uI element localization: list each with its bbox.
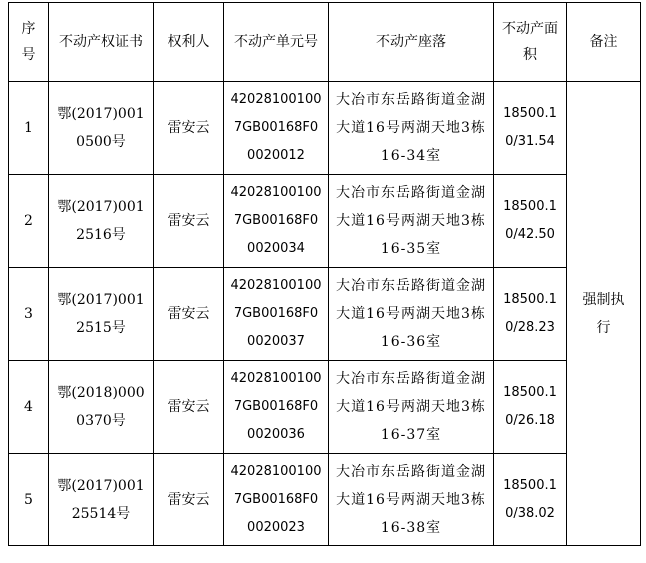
header-unit: 不动产单元号: [224, 3, 329, 82]
header-cert: 不动产权证书: [49, 3, 154, 82]
cell-seq: 1: [9, 82, 49, 175]
cell-cert: 鄂(2018)0000370号: [49, 361, 154, 454]
cell-seq: 2: [9, 175, 49, 268]
cell-area: 18500.10/28.23: [494, 268, 567, 361]
cell-seq: 4: [9, 361, 49, 454]
cell-area: 18500.10/42.50: [494, 175, 567, 268]
header-seq: 序号: [9, 3, 49, 82]
cell-location: 大冶市东岳路街道金湖大道16号两湖天地3栋16-37室: [329, 361, 494, 454]
cell-holder: 雷安云: [154, 454, 224, 546]
cell-cert: 鄂(2017)00125514号: [49, 454, 154, 546]
table-row: [9, 82, 641, 175]
table-row: [9, 175, 641, 268]
cell-seq: 5: [9, 454, 49, 546]
cell-seq: 3: [9, 268, 49, 361]
table-row: [9, 361, 641, 454]
cell-unit: 420281001007GB00168F00020037: [224, 268, 329, 361]
cell-cert: 鄂(2017)0012516号: [49, 175, 154, 268]
cell-holder: 雷安云: [154, 361, 224, 454]
header-holder: 权利人: [154, 3, 224, 82]
header-row: [9, 3, 641, 82]
header-area: 不动产面积: [494, 3, 567, 82]
cell-location: 大冶市东岳路街道金湖大道16号两湖天地3栋16-38室: [329, 454, 494, 546]
cell-area: 18500.10/31.54: [494, 82, 567, 175]
cell-area: 18500.10/38.02: [494, 454, 567, 546]
header-note: 备注: [567, 3, 641, 82]
cell-holder: 雷安云: [154, 268, 224, 361]
cell-unit: 420281001007GB00168F00020036: [224, 361, 329, 454]
table-row: [9, 268, 641, 361]
cell-area: 18500.10/26.18: [494, 361, 567, 454]
cell-unit: 420281001007GB00168F00020023: [224, 454, 329, 546]
cell-unit: 420281001007GB00168F00020012: [224, 82, 329, 175]
cell-note-merged: 强制执行: [567, 82, 641, 546]
cell-location: 大冶市东岳路街道金湖大道16号两湖天地3栋16-36室: [329, 268, 494, 361]
property-table: [8, 2, 641, 546]
cell-cert: 鄂(2017)0012515号: [49, 268, 154, 361]
cell-holder: 雷安云: [154, 82, 224, 175]
cell-holder: 雷安云: [154, 175, 224, 268]
cell-location: 大冶市东岳路街道金湖大道16号两湖天地3栋16-35室: [329, 175, 494, 268]
cell-cert: 鄂(2017)0010500号: [49, 82, 154, 175]
table-row: [9, 454, 641, 546]
cell-unit: 420281001007GB00168F00020034: [224, 175, 329, 268]
header-location: 不动产座落: [329, 3, 494, 82]
cell-location: 大冶市东岳路街道金湖大道16号两湖天地3栋16-34室: [329, 82, 494, 175]
